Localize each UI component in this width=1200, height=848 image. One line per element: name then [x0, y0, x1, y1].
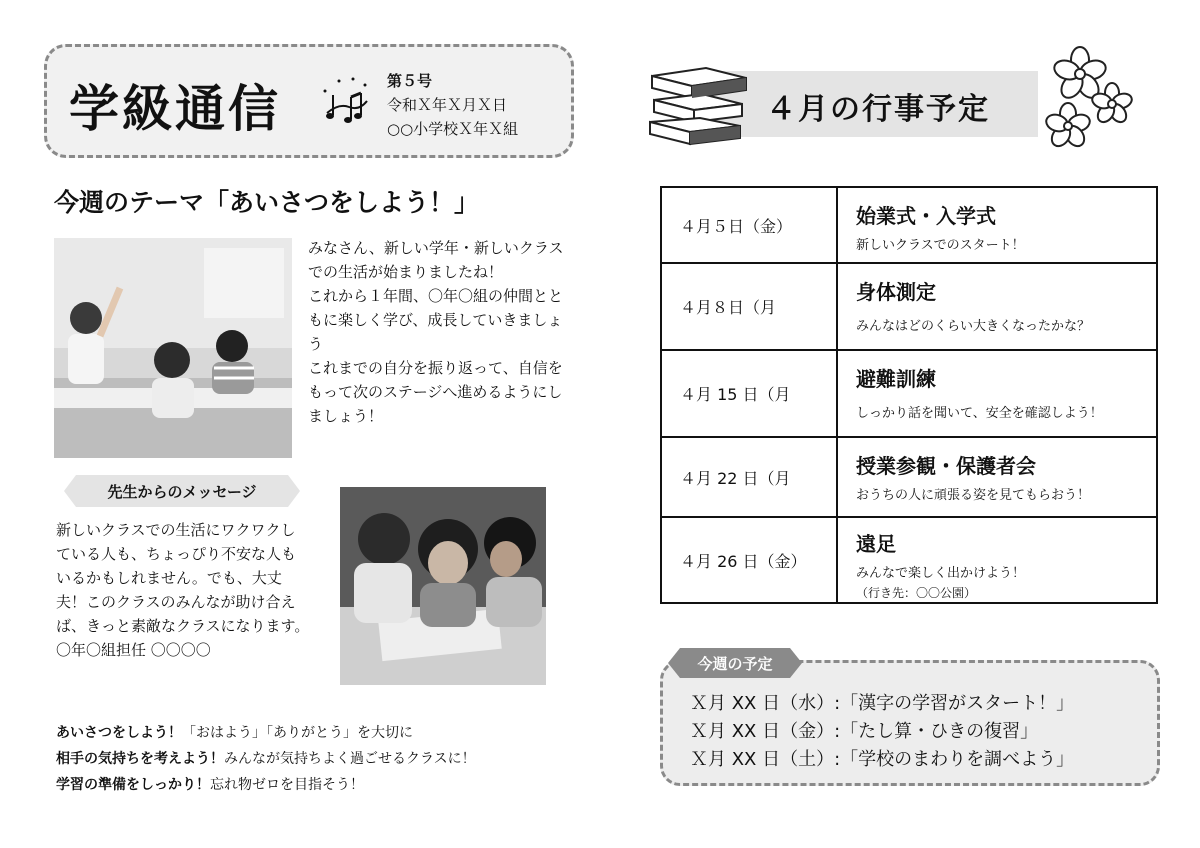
list-item: Ｘ月 XX 日（水）:「漢字の学習がスタート！」 [690, 693, 1075, 714]
event-name: 避難訓練 [856, 367, 936, 391]
goal-item: 相手の気持ちを考えよう！みんなが気持ちよく過ごせるクラスに！ [56, 751, 476, 767]
event-note: （行き先：〇〇公園） [856, 586, 977, 600]
table-row [662, 516, 1156, 602]
event-name: 授業参観・保護者会 [856, 454, 1036, 478]
issue-date: 令和Ｘ年Ｘ月Ｘ日 [387, 96, 508, 114]
list-item: Ｘ月 XX 日（土）:「学校のまわりを調べよう」 [690, 749, 1075, 770]
table-row [662, 188, 1156, 262]
books-icon [646, 64, 750, 146]
list-item: Ｘ月 XX 日（金）:「たし算・ひきの復習」 [690, 721, 1039, 742]
weekly-schedule-label [668, 648, 802, 678]
event-detail [838, 188, 1156, 262]
class-goals [56, 720, 476, 798]
event-date: ４月５日（金） [662, 188, 838, 262]
event-name: 遠足 [856, 532, 896, 556]
event-date: ４月 22 日（月 [662, 438, 838, 516]
classroom-photo [54, 238, 292, 458]
cherry-blossom-icon [1038, 46, 1138, 156]
event-description: みんなはどのくらい大きくなったかな？ [856, 319, 1091, 334]
teacher-message-label [64, 475, 300, 507]
event-detail [838, 438, 1156, 516]
issue-number: 第５号 [387, 72, 433, 90]
teacher-message-title: 先生からのメッセージ [107, 483, 257, 501]
weekly-theme: 今週のテーマ「あいさつをしよう！」 [54, 188, 480, 217]
event-date: ４月８日（月 [662, 264, 838, 349]
intro-paragraph: みなさん、新しい学年・新しいクラスでの生活が始まりましたね！ これから１年間、〇年〇組の仲間とともに楽しく学び、成長していきましょう これまでの自分を振り返って、自信をもって次のステージへ進めるようにしましょう！ [308, 239, 564, 425]
event-detail [838, 518, 1156, 602]
event-date: ４月 26 日（金） [662, 518, 838, 602]
weekly-schedule-list [690, 690, 1074, 774]
event-name: 始業式・入学式 [856, 204, 996, 228]
event-date: ４月 15 日（月 [662, 351, 838, 436]
month-schedule-title: ４月の行事予定 [766, 92, 990, 127]
table-row [662, 436, 1156, 516]
event-description: みんなで楽しく出かけよう！ [856, 566, 1026, 581]
table-row [662, 349, 1156, 436]
teacher-message-body: 新しいクラスでの生活にワクワクしている人も、ちょっぴり不安な人もいるかもしれません。でも、大丈夫！このクラスのみんなが助け合えば、きっと素敵なクラスになります。 〇年〇組担任 〇〇〇〇 [56, 521, 310, 659]
events-table [660, 186, 1158, 604]
goal-item: あいさつをしよう！「おはよう」「ありがとう」を大切に [56, 725, 413, 741]
newsletter-header [44, 44, 574, 158]
students-photo [340, 487, 546, 685]
newsletter-title: 学級通信 [69, 80, 281, 138]
event-detail [838, 264, 1156, 349]
event-detail [838, 351, 1156, 436]
event-description: おうちの人に頑張る姿を見てもらおう！ [856, 488, 1091, 503]
music-notes-icon [319, 73, 371, 129]
school-class: ○○小学校Ｘ年Ｘ組 [387, 120, 519, 138]
table-row [662, 262, 1156, 349]
issue-info [387, 69, 518, 141]
weekly-schedule-title: 今週の予定 [697, 655, 773, 673]
event-description: 新しいクラスでのスタート！ [856, 238, 1025, 253]
event-description: しっかり話を聞いて、安全を確認しよう！ [856, 406, 1103, 421]
event-name: 身体測定 [856, 280, 936, 304]
goal-item: 学習の準備をしっかり！忘れ物ゼロを目指そう！ [56, 777, 364, 793]
